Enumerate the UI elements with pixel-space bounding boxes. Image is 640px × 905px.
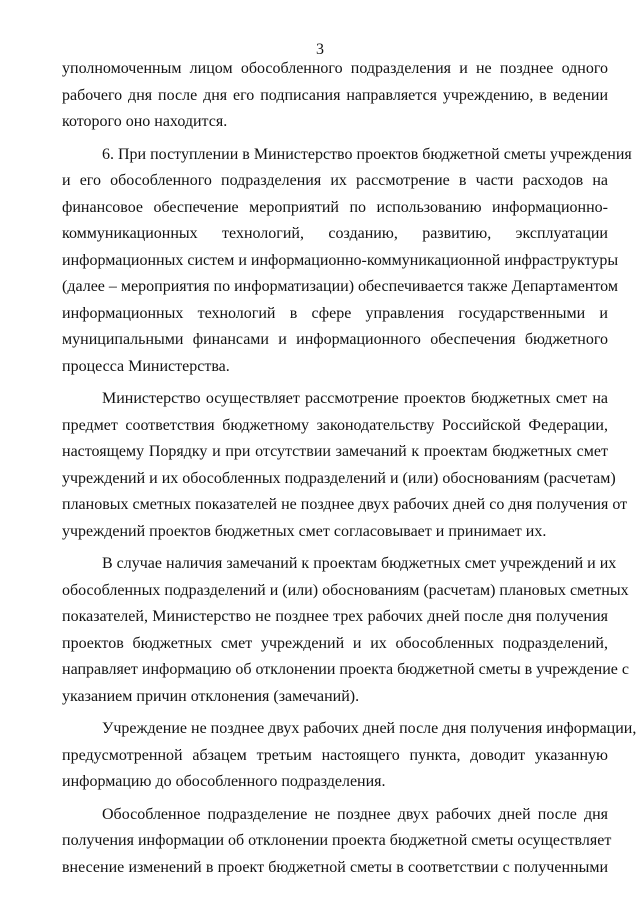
- text-line: (далее – мероприятия по информатизации) обеспечивается также Департаментом: [62, 278, 618, 295]
- text-line: плановых сметных показателей не позднее двух рабочих дней со дня получения от: [62, 496, 628, 513]
- text-line: В случае наличия замечаний к проектам бюджетных смет учреждений и их: [102, 555, 617, 572]
- paragraph-subdivision-changes: [62, 802, 612, 882]
- text-line: Министерство осуществляет рассмотрение проектов бюджетных смет на: [102, 390, 608, 407]
- paragraph-remarks: [62, 551, 629, 710]
- text-line: информацию до обособленного подразделения.: [62, 773, 386, 790]
- paragraph-continuation: [62, 56, 608, 136]
- text-line: уполномоченным лицом обособленного подразделения и не позднее одного: [62, 60, 608, 77]
- text-line: коммуникационных технологий, созданию, развитию, эксплуатации: [62, 225, 608, 242]
- text-line: информационных технологий в сфере управления государственными и: [62, 304, 608, 322]
- text-line: информационных систем и информационно-коммуникационной инфраструктуры: [62, 251, 619, 269]
- text-line: настоящему Порядку и при отсутствии замечаний к проектам бюджетных смет: [62, 443, 608, 460]
- paragraph-ministry-review: [62, 386, 628, 545]
- text-line: процесса Министерства.: [62, 357, 230, 375]
- text-line: проектов бюджетных смет учреждений и их обособленных подразделений,: [62, 634, 608, 652]
- text-line: финансовое обеспечение мероприятий по использованию информационно-: [62, 198, 608, 216]
- text-line: муниципальными финансами и информационного обеспечения бюджетного: [62, 331, 608, 348]
- text-line: предусмотренной абзацем третьим настоящего пункта, доводит указанную: [62, 746, 608, 764]
- text-line: учреждений проектов бюджетных смет согласовывает и принимает их.: [62, 522, 547, 540]
- text-line: которого оно находится.: [62, 113, 228, 130]
- text-line: Учреждение не позднее двух рабочих дней после дня получения информации,: [102, 720, 637, 737]
- text-line: направляет информацию об отклонении проекта бюджетной сметы в учреждение с: [62, 661, 629, 678]
- document-body: [62, 56, 637, 881]
- text-line: получения информации об отклонении проекта бюджетной сметы осуществляет: [62, 832, 612, 849]
- text-line: указанием причин отклонения (замечаний).: [62, 687, 360, 705]
- text-line: рабочего дня после дня его подписания направляется учреждению, в ведении: [62, 86, 608, 104]
- text-line: предмет соответствия бюджетному законодательству Российской Федерации,: [62, 416, 608, 434]
- text-line: Обособленное подразделение не позднее двух рабочих дней после дня: [102, 805, 608, 823]
- text-line: обособленных подразделений и (или) обоснованиям (расчетам) плановых сметных: [62, 581, 629, 599]
- text-line: показателей, Министерство не позднее трех рабочих дней после дня получения: [62, 608, 608, 625]
- text-line: внесение изменений в проект бюджетной сметы в соответствии с полученными: [62, 858, 608, 876]
- page-number: 3: [316, 41, 324, 58]
- paragraph-institution-notice: [62, 716, 637, 796]
- text-line: 6. При поступлении в Министерство проектов бюджетной сметы учреждения: [102, 145, 632, 163]
- paragraph-item-6: [62, 142, 632, 381]
- text-line: и его обособленного подразделения их рассмотрение в части расходов на: [62, 172, 608, 189]
- text-line: учреждений и их обособленных подразделений и (или) обоснованиям (расчетам): [62, 469, 616, 487]
